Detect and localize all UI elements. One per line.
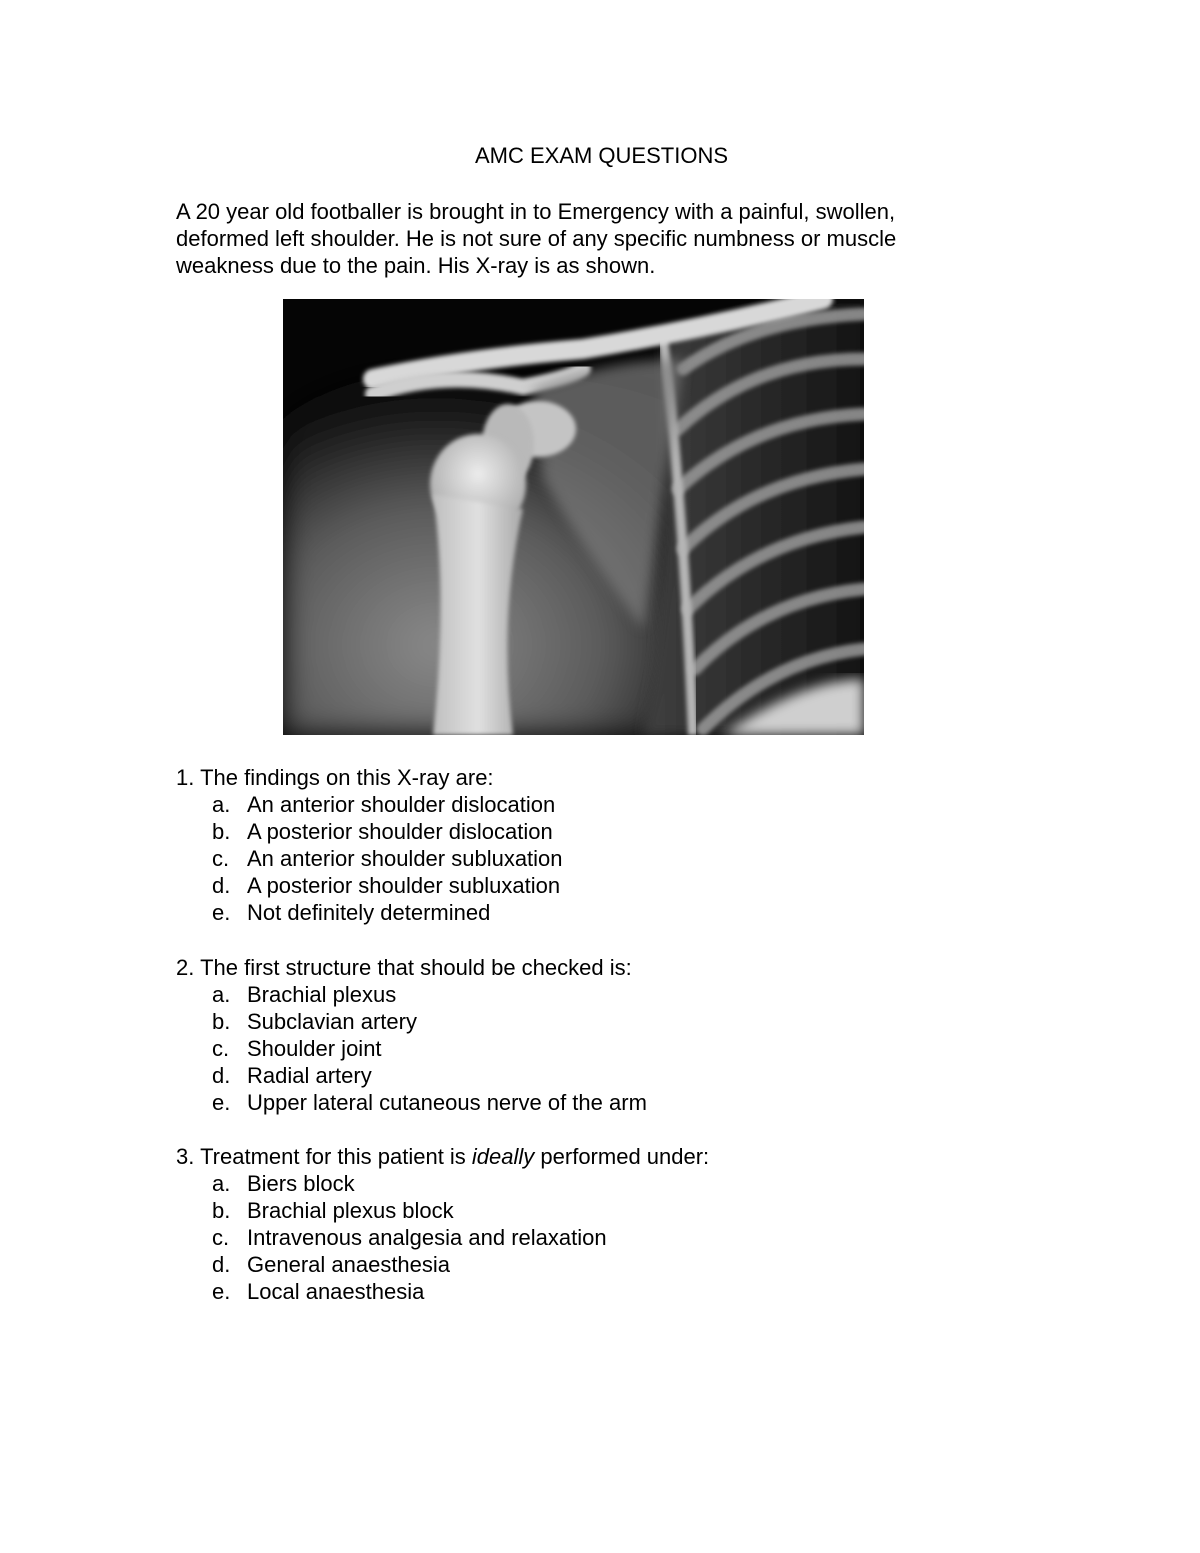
option-letter: e. [212, 1279, 231, 1304]
option-letter: a. [212, 982, 231, 1007]
case-description [176, 198, 976, 279]
option-letter: e. [212, 1090, 231, 1115]
question-stem: 1. The findings on this X-ray are: [176, 765, 494, 790]
answer-option [176, 1089, 976, 1116]
option-text: General anaesthesia [247, 1252, 451, 1277]
option-letter: b. [212, 819, 231, 844]
option-text: Shoulder joint [247, 1036, 382, 1061]
question-2 [176, 954, 976, 1116]
option-text: Brachial plexus block [247, 1198, 454, 1223]
question-stem [176, 1143, 976, 1170]
question-stem-start: 3. Treatment for this patient is [176, 1144, 472, 1169]
option-text: Biers block [247, 1171, 355, 1196]
shoulder-xray-image [283, 299, 864, 735]
option-text: An anterior shoulder dislocation [247, 792, 556, 817]
option-letter: c. [212, 1036, 230, 1061]
case-description-line: A 20 year old footballer is brought in to Emergency with a painful, swollen, [176, 199, 896, 224]
answer-option [176, 1224, 976, 1251]
option-text: A posterior shoulder dislocation [247, 819, 553, 844]
option-letter: e. [212, 900, 231, 925]
answer-option [176, 1197, 976, 1224]
option-text: Radial artery [247, 1063, 372, 1088]
option-letter: d. [212, 873, 231, 898]
answer-option [176, 845, 976, 872]
answer-option [176, 1008, 976, 1035]
answer-option [176, 899, 976, 926]
option-text: A posterior shoulder subluxation [247, 873, 561, 898]
question-stem-end: performed under: [534, 1144, 710, 1169]
answer-option [176, 1062, 976, 1089]
answer-option [176, 791, 976, 818]
option-text: Upper lateral cutaneous nerve of the arm [247, 1090, 647, 1115]
option-letter: b. [212, 1198, 231, 1223]
case-description-line: deformed left shoulder. He is not sure of any specific numbness or muscle [176, 226, 897, 251]
option-text: Not definitely determined [247, 900, 491, 925]
option-text: Intravenous analgesia and relaxation [247, 1225, 607, 1250]
answer-option [176, 1278, 976, 1305]
option-letter: c. [212, 1225, 230, 1250]
page-title: AMC EXAM QUESTIONS [474, 143, 729, 168]
option-letter: b. [212, 1009, 231, 1034]
option-text: Local anaesthesia [247, 1279, 425, 1304]
case-description-line: weakness due to the pain. His X-ray is as shown. [176, 253, 656, 278]
question-3 [176, 1143, 976, 1305]
option-letter: d. [212, 1063, 231, 1088]
question-stem: 2. The first structure that should be checked is: [176, 955, 632, 980]
option-letter: a. [212, 792, 231, 817]
answer-option [176, 872, 976, 899]
answer-option [176, 1251, 976, 1278]
option-text: An anterior shoulder subluxation [247, 846, 563, 871]
option-text: Brachial plexus [247, 982, 397, 1007]
answer-option [176, 1035, 976, 1062]
answer-option [176, 1170, 976, 1197]
question-stem-emphasis: ideally [471, 1144, 535, 1169]
option-letter: a. [212, 1171, 231, 1196]
option-letter: c. [212, 846, 230, 871]
option-text: Subclavian artery [247, 1009, 417, 1034]
answer-option [176, 981, 976, 1008]
question-1 [176, 764, 976, 926]
option-letter: d. [212, 1252, 231, 1277]
answer-option [176, 818, 976, 845]
